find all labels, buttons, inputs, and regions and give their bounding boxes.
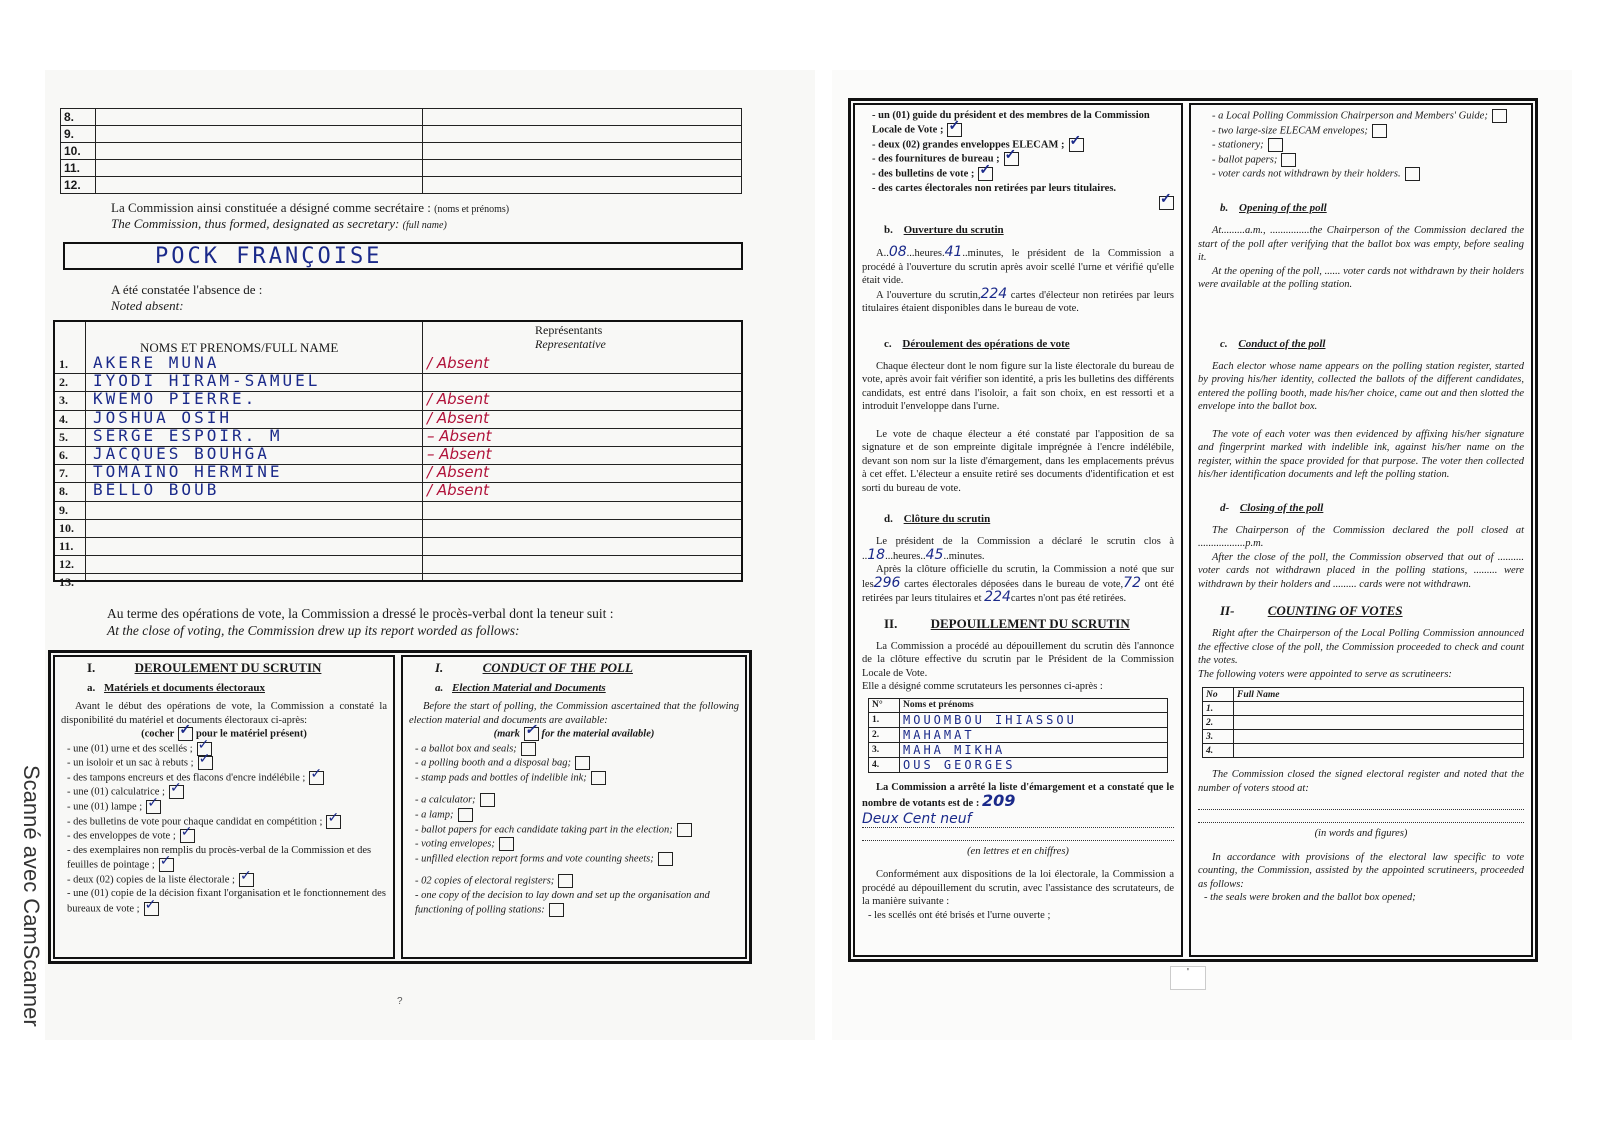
table-row: 11. xyxy=(55,538,741,556)
closing-p1-en: The Chairperson of the Commission declared the poll closed at ..................p.m. xyxy=(1198,524,1524,550)
counting-p2-fr: Elle a désigné comme scrutateurs les personnes ci-après : xyxy=(862,681,1103,693)
checkbox[interactable] xyxy=(549,903,564,917)
checkbox[interactable] xyxy=(198,756,213,770)
absent-label-en: Noted absent: xyxy=(111,298,184,313)
checkbox[interactable] xyxy=(239,873,254,887)
checklist-fr-continued xyxy=(872,109,1174,210)
header-name: NOMS ET PRENOMS/FULL NAME xyxy=(140,340,339,355)
list-item: - a polling booth and a disposal bag; xyxy=(415,756,739,771)
list-item: - stationery; xyxy=(1212,138,1524,153)
table-row: 8. BELLO BOUB / Absent xyxy=(55,483,741,501)
table-row: 6. JACQUES BOUHGA – Absent xyxy=(55,447,741,465)
opening-hours-field[interactable]: 08 xyxy=(888,244,907,261)
closing-hours-field[interactable]: 18 xyxy=(867,546,886,563)
checkbox[interactable] xyxy=(658,852,673,866)
section-i-fr-column: I. DEROULEMENT DU SCRUTIN a. Matériels et documents électoraux Avant le début des opérations de vote, la Commission a constaté la disponibilité du matériel et documents électoraux ci-après: (cocher ✓ pour le matériel présent) - une (01) urne et des scellés ;✓ - un isoloir et un sac à rebuts ;✓ - des tampons encreurs et des flacons d'encre indélébile ;✓ - une (01) calculatrice ;✓ - une (01) lampe ;✓ - des bulletins de vote pour chaque candidat en compétition ;✓ - des enveloppes de vote ;✓ - des exemplaires non remplis du procès-verbal de la Commission et des feuilles de pointage ;✓ - deux (02) copies de la liste électorale ;✓ - une (01) copie de la décision fixant l'organisation et le fonctionnement des bureaux de vote ;✓ xyxy=(53,655,395,959)
table-row: 2. xyxy=(1203,716,1524,730)
intro-fr: Avant le début des opérations de vote, la Commission a constaté la disponibilité du matériel et documents électoraux ci-après: xyxy=(61,701,387,726)
cards-summary-fr: Après la clôture officielle du scrutin, la Commission a noté que sur les296 cartes électorales déposées dans le bureau de vote,72 ont été retirées par leurs titulaires et 224cartes n'ont pas été retirées. xyxy=(862,564,1175,606)
checkbox[interactable] xyxy=(1159,196,1174,210)
list-item: - voting envelopes; xyxy=(415,837,739,852)
cards-not-withdrawn-field[interactable]: 224 xyxy=(984,589,1011,606)
section-title-en: CONDUCT OF THE POLL xyxy=(482,660,633,675)
counting-p1-fr: La Commission a procédé au dépouillement du scrutin dès l'annonce de la clôture effective du scrutin par le Président de la Commission Locale de Vote. xyxy=(862,640,1174,679)
closing-title-en: Closing of the poll xyxy=(1239,501,1324,514)
table-row: 5. SERGE ESPOIR. M – Absent xyxy=(55,429,741,447)
closing-title-fr: Clôture du scrutin xyxy=(903,513,991,526)
list-item: - stamp pads and bottles of indelible ink; xyxy=(415,771,739,786)
members-table-continued xyxy=(60,108,742,194)
conduct-p2-fr: Le vote de chaque électeur a été constaté par l'apposition de sa signature et de son empreinte digitale imprégnée à l'encre indélébile, devant son nom sur la liste d'émargement, dans les emplacements prévus à cet effet. L'électeur a ensuite retiré ses documents d'identification et est sorti du bureau de vote. xyxy=(862,428,1174,494)
intro-en: Before the start of polling, the Commission ascertained that the following election material and documents are available: xyxy=(409,701,739,726)
table-row: 12. xyxy=(61,177,742,194)
closing-statement-en: At the close of voting, the Commission drew up its report worded as follows: xyxy=(107,623,520,638)
right-en-column: - a Local Polling Commission Chairperson and Members' Guide; - two large-size ELECAM envelopes; - stationery; - ballot papers; - voter cards not withdrawn by their holders. b. Opening of the poll At.........a.m., ...............the Chairperson of the Commission declared the start of the poll after verifying that the ballot box was empty, before sealing it. At the opening of the poll, ...... voter cards not withdrawn by their holders were available at the polling station. c. Conduct of the poll Each elector whose name appears on the polling station register, started by proving his/her identity, collected the ballots of the different candidates, entered the polling booth, made his/her choice, came out and then slotted the envelope into the ballot box. The vote of each voter was then evidenced by affixing his/her signature and fingerprint marked with indelible ink, against his/her name on the register, within the space provided for that purpose. The voter then collected his/her identification documents and left the polling station. d- Closing of the poll The Chairperson of the Commission declared the poll closed at ..................p.m. After the close of the poll, the Commission observed that out of .......... voter cards not withdrawn placed in the polling stations, ......... were withdrawn by their holders and ......... cards were not withdrawn. II- COUNTING OF VOTES Right after the Chairperson of the Local Polling Commission announced the effective close of the poll, the Commission proceeded to check and count the votes. The following voters were appointed to serve as scrutineers: No Full Name 1. 2. 3. 4. The Commission closed the signed electoral register and noted that the number of voters stood at: (in words and figures) In accordance with provisions of the electoral law specific to vote counting, the Commission, assisted by the appointed scrutineers, proceeded as follows: - the seals were broken and the ballot box opened; xyxy=(1189,103,1533,957)
checklist-fr xyxy=(67,742,387,917)
checkbox[interactable] xyxy=(1372,124,1387,138)
section-i-frame xyxy=(48,650,752,964)
checkbox[interactable] xyxy=(1004,152,1019,166)
voters-figure-field[interactable]: 209 xyxy=(981,791,1016,811)
counting-title-fr: DEPOUILLEMENT DU SCRUTIN xyxy=(930,615,1130,631)
table-row: 10. xyxy=(61,143,742,160)
list-item: - une (01) lampe ;✓ xyxy=(67,800,387,815)
conduct-p1-fr: Chaque électeur dont le nom figure sur la liste électorale du bureau de vote, après avoir fait vérifier son identité, a pris les bulletins des différents candidats, est entré dans l'isoloir, a fait son choix, en est ressorti et a introduit l'enveloppe dans l'urne. xyxy=(862,360,1174,413)
closing-statement-fr: Au terme des opérations de vote, la Commission a dressé le procès-verbal dont la teneur suit : xyxy=(107,606,614,621)
list-item: - des cartes électorales non retirées par leurs titulaires. ✓ xyxy=(872,182,1174,211)
checkbox[interactable] xyxy=(558,874,573,888)
list-item: - ballot papers; xyxy=(1212,153,1524,168)
list-item: - deux (02) grandes enveloppes ELECAM ;✓ xyxy=(872,138,1174,153)
list-item: - a ballot box and seals; xyxy=(415,742,739,757)
table-row: 2. IYODI HIRAM-SAMUEL xyxy=(55,374,741,392)
section-i-en-column: I. CONDUCT OF THE POLL a. Election Material and Documents Before the start of polling, the Commission ascertained that the following election material and documents are available: (mark ✓ for the material available) - a ballot box and seals; - a polling booth and a disposal bag; - stamp pads and bottles of indelible ink; - a calculator; - a lamp; - ballot papers for each candidate taking part in the election; - voting envelopes; - unfilled election report forms and vote counting sheets; - 02 copies of electoral registers; - one copy of the decision to lay down and set up the organisation and functioning of polling stations: xyxy=(401,655,747,959)
list-item: - unfilled election report forms and vote counting sheets; xyxy=(415,852,739,867)
opening-cards-field[interactable]: 224 xyxy=(980,285,1008,302)
checkbox[interactable] xyxy=(159,858,174,872)
checklist-en-continued xyxy=(1212,109,1524,182)
checkbox[interactable] xyxy=(575,756,590,770)
page-mark: ' xyxy=(1170,966,1206,990)
voters-count-fr: La Commission a arrêté la liste d'émargement et a constaté que le nombre de votants est de : 209 xyxy=(862,781,1174,811)
checkbox[interactable] xyxy=(978,167,993,181)
list-item: - des tampons encreurs et des flacons d'encre indélébile ;✓ xyxy=(67,771,387,786)
table-row: 8. xyxy=(61,109,742,126)
final-paragraph-en: In accordance with provisions of the electoral law specific to vote counting, the Commission, assisted by the appointed scrutineers, proceeded as follows: xyxy=(1198,851,1524,890)
table-row: 13. xyxy=(59,575,74,590)
table-row: 9. xyxy=(61,126,742,143)
voters-count-en: The Commission closed the signed electoral register and noted that the number of voters stood at: xyxy=(1198,769,1524,794)
conduct-title-fr: Déroulement des opérations de vote xyxy=(902,337,1070,350)
list-item: - a Local Polling Commission Chairperson and Members' Guide; xyxy=(1212,109,1524,124)
absent-table xyxy=(53,320,743,590)
closing-p2-en: After the close of the poll, the Commission observed that out of .......... voter cards not withdrawn placed in the polling stations, ......... were withdrawn by their holders and ......... cards were not withdrawn. xyxy=(1198,551,1524,590)
right-page-frame xyxy=(848,98,1538,962)
header-rep-en: Representative xyxy=(535,337,606,351)
table-row: 3. MAHA MIKHA xyxy=(869,742,1168,757)
header-rep-fr: Représentants xyxy=(535,323,603,337)
opening-title-en: Opening of the poll xyxy=(1239,202,1327,215)
checkbox[interactable] xyxy=(180,829,195,843)
opening-cards-paragraph-fr: A l'ouverture du scrutin,224 cartes d'électeur non retirées par leurs titulaires étaient disponibles dans le bureau de vote. xyxy=(862,285,1174,315)
list-item: - one copy of the decision to lay down and set up the organisation and functioning of polling stations: xyxy=(415,890,710,916)
list-item: - une (01) copie de la décision fixant l'organisation et le fonctionnement des bureaux de vote ;✓ xyxy=(67,887,387,916)
secretary-name-field[interactable]: POCK FRANÇOISE xyxy=(63,242,743,270)
table-row: 9. xyxy=(55,502,741,520)
table-row: 3. KWEMO PIERRE. / Absent xyxy=(55,392,741,410)
table-row: 4. xyxy=(1203,744,1524,758)
page-mark: ? xyxy=(397,996,403,1007)
checklist-en xyxy=(415,742,739,918)
counting-title-en: COUNTING OF VOTES xyxy=(1267,603,1403,619)
left-page xyxy=(45,70,815,1040)
table-row: 11. xyxy=(61,160,742,177)
closing-paragraph-fr: Le président de la Commission a déclaré le scrutin clos à ..18...heures..45..minutes. xyxy=(862,536,1174,563)
table-row: 7. TOMAINO HERMINE / Absent xyxy=(55,465,741,483)
table-row: 1. AKERE MUNA / Absent xyxy=(55,356,741,374)
list-item: - ballot papers for each candidate taking part in the election; xyxy=(415,823,739,838)
conduct-p2-en: The vote of each voter was then evidenced by affixing his/her signature and fingerprint marked with indelible ink, against his/her name on the register, within the space provided for that purpose. The voter then collected his/her identification documents and left the polling station. xyxy=(1198,428,1524,481)
list-item: - 02 copies of electoral registers; xyxy=(415,874,739,889)
conduct-title-en: Conduct of the poll xyxy=(1238,337,1326,350)
secretary-label-en: The Commission, thus formed, designated as secretary: (full name) xyxy=(111,216,447,231)
table-row: 2. MAHAMAT xyxy=(869,727,1168,742)
list-item: - une (01) calculatrice ;✓ xyxy=(67,785,387,800)
checkbox[interactable] xyxy=(144,902,159,916)
cards-withdrawn-field[interactable]: 72 xyxy=(1123,574,1141,591)
right-page xyxy=(832,70,1572,1040)
scrutineers-table-en: No Full Name 1. 2. 3. 4. xyxy=(1202,687,1524,758)
voters-words-field[interactable]: Deux Cent neuf xyxy=(862,811,1174,828)
list-item: - une (01) urne et des scellés ;✓ xyxy=(67,742,387,757)
scrutineers-table-fr: N° Noms et prénoms 1. MOUOMBOU IHIASSOU 2. MAHAMAT 3. MAHA MIKHA 4. OUS GEORGES xyxy=(868,698,1168,773)
voters-field-en[interactable] xyxy=(1198,795,1524,810)
checkbox[interactable] xyxy=(499,837,514,851)
checkbox[interactable] xyxy=(309,771,324,785)
final-paragraph-fr: Conformément aux dispositions de la loi électorale, la Commission a procédé au dépouillement du scrutin, avec l'assistance des scrutateurs, de la manière suivante : xyxy=(862,869,1174,908)
right-fr-column: - un (01) guide du président et des membres de la Commission Locale de Vote ;✓ - deux (02) grandes enveloppes ELECAM ;✓ - des fournitures de bureau ;✓ - des bulletins de vote ;✓ - des cartes électorales non retirées par leurs titulaires. ✓ b. Ouverture du scrutin A..08...heures.41..minutes, le président de la Commission a procédé à l'ouverture du scrutin après avoir scellé l'urne et vérifié qu'elle était vide. A l'ouverture du scrutin,224 cartes d'électeur non retirées par leurs titulaires étaient disponibles dans le bureau de vote. c. Déroulement des opérations de vote Chaque électeur dont le nom figure sur la liste électorale du bureau de vote, après avoir fait vérifier son identité, a pris les bulletins des différents candidats, est entré dans l'isoloir, a fait son choix, en est ressorti et a introduit l'enveloppe dans l'urne. Le vote de chaque électeur a été constaté par l'apposition de sa signature et de son empreinte digitale imprégnée à l'encre indélébile, devant son nom sur la liste d'émargement, dans les emplacements prévus à cet effet. L'électeur a ensuite retiré ses documents d'identification et est sorti du bureau de vote. d. Clôture du scrutin Le président de la Commission a déclaré le scrutin clos à ..18...heures..45..minutes. Après la clôture officielle du scrutin, la Commission a noté que sur les296 cartes électorales déposées dans le bureau de vote,72 ont été retirées par leurs titulaires et 224cartes n'ont pas été retirées. II. DEPOUILLEMENT DU SCRUTIN La Commission a procédé au dépouillement du scrutin dès l'annonce de la clôture effective du scrutin par le Président de la Commission Locale de Vote. Elle a désigné comme scrutateurs les personnes ci-après : N° Noms et prénoms 1. MOUOMBOU IHIASSOU 2. MAHAMAT 3. MAHA MIKHA 4. OUS GEORGES La Commission a arrêté la liste d'émargement et a constaté que le nombre de votants est de : 209 Deux Cent neuf (en lettres et en chiffres) Conformément aux dispositions de la loi électorale, la Commission a procédé au dépouillement du scrutin, avec l'assistance des scrutateurs, de la manière suivante : - les scellés ont été brisés et l'urne ouverte ; xyxy=(853,103,1183,957)
list-item: - a lamp; xyxy=(415,808,739,823)
absent-rows xyxy=(55,353,741,591)
cards-deposited-field[interactable]: 296 xyxy=(873,574,901,591)
list-item: - deux (02) copies de la liste électorale ;✓ xyxy=(67,873,387,888)
opening-paragraph-fr: A..08...heures.41..minutes, le président de la Commission a procédé à l'ouverture du scrutin après avoir scellé l'urne et vérifié qu'elle était vide. xyxy=(862,244,1174,287)
checkbox[interactable] xyxy=(591,771,606,785)
list-item: - a calculator; xyxy=(415,793,739,808)
table-row: 1. xyxy=(1203,702,1524,716)
checkbox[interactable] xyxy=(1069,138,1084,152)
checkbox[interactable] xyxy=(1281,153,1296,167)
conduct-p1-en: Each elector whose name appears on the polling station register, started by proving his/her identity, collected the ballots of the different candidates, entered the polling booth, made his/her choice, came out and then slotted the envelope into the ballot box. xyxy=(1198,360,1524,413)
table-row: 4. JOSHUA OSIH / Absent xyxy=(55,411,741,429)
secretary-label-fr: La Commission ainsi constituée a désigné comme secrétaire : (noms et prénoms) xyxy=(111,200,510,215)
list-item: - des bulletins de vote pour chaque candidat en compétition ;✓ xyxy=(67,815,387,830)
checkbox[interactable] xyxy=(947,123,962,137)
absent-label-fr: A été constatée l'absence de : xyxy=(111,282,263,297)
opening-minutes-field[interactable]: 41 xyxy=(944,244,963,261)
counting-p2-en: The following voters were appointed to serve as scrutineers: xyxy=(1198,668,1452,680)
checkbox[interactable] xyxy=(169,785,184,799)
checkbox[interactable] xyxy=(677,823,692,837)
section-title-fr: DEROULEMENT DU SCRUTIN xyxy=(134,660,322,675)
checkbox[interactable] xyxy=(1405,167,1420,181)
checkbox[interactable] xyxy=(1492,109,1507,123)
checkbox-example-icon xyxy=(178,727,193,741)
camscanner-watermark: Scanné avec CamScanner xyxy=(19,765,44,1027)
table-row: 4. OUS GEORGES xyxy=(869,757,1168,772)
list-item: - voter cards not withdrawn by their holders. xyxy=(1212,167,1524,182)
list-item: - des bulletins de vote ;✓ xyxy=(872,167,1174,182)
opening-p1-en: At.........a.m., ...............the Chairperson of the Commission declared the start of the poll after verifying that the ballot box was empty, before sealing it. xyxy=(1198,225,1524,264)
table-row: 3. xyxy=(1203,730,1524,744)
list-item: - des exemplaires non remplis du procès-verbal de la Commission et des feuilles de pointage ;✓ xyxy=(67,844,387,873)
checkbox[interactable] xyxy=(146,800,161,814)
opening-title-fr: Ouverture du scrutin xyxy=(903,224,1004,237)
list-item: - two large-size ELECAM envelopes; xyxy=(1212,124,1524,139)
checkbox[interactable] xyxy=(458,808,473,822)
checkbox[interactable] xyxy=(480,793,495,807)
table-row: 10. xyxy=(55,520,741,538)
list-item: - des fournitures de bureau ;✓ xyxy=(872,152,1174,167)
counting-p1-en: Right after the Chairperson of the Local Polling Commission announced the effective close of the poll, the Commission proceeded to check and count the votes. xyxy=(1198,628,1524,667)
closing-minutes-field[interactable]: 45 xyxy=(925,546,944,563)
table-row: 12. xyxy=(55,556,741,574)
checkbox[interactable] xyxy=(1268,138,1283,152)
checkbox-example-icon xyxy=(524,727,539,741)
checkbox[interactable] xyxy=(521,742,536,756)
list-item: - des enveloppes de vote ;✓ xyxy=(67,829,387,844)
table-row: 1. MOUOMBOU IHIASSOU xyxy=(869,712,1168,727)
checkbox[interactable] xyxy=(326,815,341,829)
list-item: - un (01) guide du président et des membres de la Commission Locale de Vote ;✓ xyxy=(872,109,1174,138)
opening-p2-en: At the opening of the poll, ...... voter cards not withdrawn by their holders were available at the polling station. xyxy=(1198,265,1524,291)
list-item: - un isoloir et un sac à rebuts ;✓ xyxy=(67,756,387,771)
